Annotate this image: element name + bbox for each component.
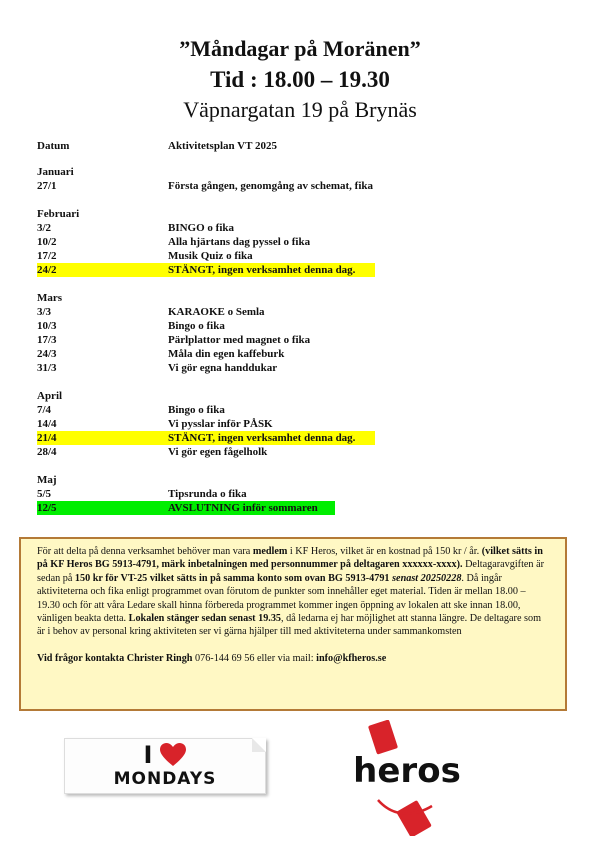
schedule-activity: Pärlplattor med magnet o fika — [168, 334, 311, 346]
schedule-row — [37, 263, 375, 277]
schedule-date: 3/3 — [37, 306, 52, 318]
info-text-bold: 150 kr för VT-25 vilket sätts in på samma konto som ovan BG 5913-4791 — [74, 572, 393, 584]
schedule-activity: Vi pysslar inför PÅSK — [168, 418, 273, 430]
i-love-mondays-logo — [64, 738, 266, 794]
contact-email-link[interactable]: info@kfheros.se — [316, 652, 387, 664]
info-text: . Då ingår aktiviteterna och fika enligt programmet ovan förutom de punkter som innehåller eget material. Tiden är mellan 18.00 – 19.30 och för att våra Ledare skall hinna förbereda programmet kommer ingen öppning av lokalen att ske innan 18.00, vänligen beakta detta. — [37, 572, 526, 625]
schedule-date: 5/5 — [37, 488, 52, 500]
month-heading: Februari — [37, 208, 80, 220]
schedule-activity: KARAOKE o Semla — [168, 306, 265, 318]
contact-name: Vid frågor kontakta Christer Ringh — [37, 652, 196, 664]
schedule-date: 12/5 — [37, 502, 57, 514]
info-text: Deltagaravgiften är sedan på — [37, 559, 544, 584]
info-text: , då ledarna ej har möjlighet att stanna längre. De deltagare som är i behov av personal kring aktiviteten ser vi gärna hjälper till med aktiviteterna under sammankomsten — [37, 613, 541, 638]
schedule-date: 27/1 — [37, 180, 57, 192]
heart-icon — [160, 743, 186, 767]
logo-heros-text: heros — [353, 751, 461, 791]
month-spacer — [37, 193, 437, 207]
schedule-date: 31/3 — [37, 362, 57, 374]
month-spacer — [37, 459, 437, 473]
info-text-bold: (vilket sätts in på KF Heros BG 5913-4791, märk inbetalningen med personnummer på deltagaren xxxxxx-xxxx). — [37, 546, 543, 571]
schedule-date: 10/2 — [37, 236, 57, 248]
schedule-activity: Alla hjärtans dag pyssel o fika — [168, 236, 311, 248]
time-heading: Tid : 18.00 – 19.30 — [210, 67, 390, 92]
contact-line — [37, 652, 551, 665]
schedule-row — [37, 179, 437, 193]
schedule-date: 17/3 — [37, 334, 57, 346]
schedule-date: 3/2 — [37, 222, 52, 234]
schedule-activity: Första gången, genomgång av schemat, fika — [168, 180, 374, 192]
info-text-bold: medlem — [252, 546, 288, 557]
schedule-row — [37, 445, 437, 459]
month-spacer — [37, 277, 437, 291]
schedule-row — [37, 235, 437, 249]
logo-red-card-top — [368, 720, 398, 755]
schedule-date: 24/2 — [37, 264, 57, 276]
schedule-row — [37, 249, 437, 263]
schedule-activity: Musik Quiz o fika — [168, 250, 253, 262]
schedule-row — [37, 319, 437, 333]
schedule-activity: Tipsrunda o fika — [168, 488, 247, 500]
schedule-date: 28/4 — [37, 446, 57, 458]
info-box — [19, 537, 567, 711]
info-text: För att delta på denna verksamhet behöver man vara — [37, 546, 253, 557]
schedule-activity: Bingo o fika — [168, 404, 225, 416]
schedule-activity: STÄNGT, ingen verksamhet denna dag. — [168, 432, 356, 444]
schedule-row — [37, 431, 375, 445]
month-heading: April — [37, 390, 63, 402]
schedule-activity: STÄNGT, ingen verksamhet denna dag. — [168, 264, 356, 276]
info-text-bold: Lokalen stänger sedan senast 19.35 — [128, 613, 282, 625]
activity-column-header: Aktivitetsplan VT 2025 — [168, 140, 278, 152]
schedule-row — [37, 501, 335, 515]
schedule-date: 14/4 — [37, 418, 57, 430]
schedule-row — [37, 333, 437, 347]
logo-mondays-text: MONDAYS — [113, 769, 217, 789]
info-text: i KF Heros, vilket är en kostnad på 150 kr / år. — [287, 546, 482, 557]
schedule-activity: BINGO o fika — [168, 222, 235, 234]
schedule-date: 10/3 — [37, 320, 57, 332]
schedule-activity: Måla din egen kaffeburk — [168, 348, 285, 360]
schedule-row — [37, 361, 437, 375]
heros-logo — [352, 720, 462, 836]
schedule-date: 7/4 — [37, 404, 52, 416]
page-title: ”Måndagar på Moränen” — [179, 36, 421, 61]
contact-phone: 076-144 69 56 eller via mail: — [195, 652, 317, 664]
schedule-activity: Vi gör egen fågelholk — [168, 446, 268, 458]
schedule-date: 17/2 — [37, 250, 57, 262]
schedule-row — [37, 417, 437, 431]
schedule-row — [37, 403, 437, 417]
schedule-row — [37, 347, 437, 361]
month-heading: Januari — [37, 166, 74, 178]
schedule-list — [37, 165, 437, 515]
schedule-date: 24/3 — [37, 348, 57, 360]
month-spacer — [37, 375, 437, 389]
schedule-activity: AVSLUTNING inför sommaren — [168, 502, 318, 514]
location-heading: Väpnargatan 19 på Brynäs — [183, 97, 417, 122]
schedule-row — [37, 221, 437, 235]
logo-red-card-bottom — [396, 800, 432, 836]
date-column-header: Datum — [37, 140, 70, 152]
logo-letter-i: I — [143, 741, 153, 769]
schedule-activity: Vi gör egna handdukar — [168, 362, 278, 374]
month-heading: Maj — [37, 474, 57, 486]
schedule-row — [37, 305, 437, 319]
month-heading: Mars — [37, 292, 63, 304]
schedule-date: 21/4 — [37, 432, 57, 444]
schedule-row — [37, 487, 437, 501]
info-paragraph — [37, 545, 551, 639]
schedule-activity: Bingo o fika — [168, 320, 225, 332]
info-deadline: senast 20250228 — [392, 572, 462, 584]
